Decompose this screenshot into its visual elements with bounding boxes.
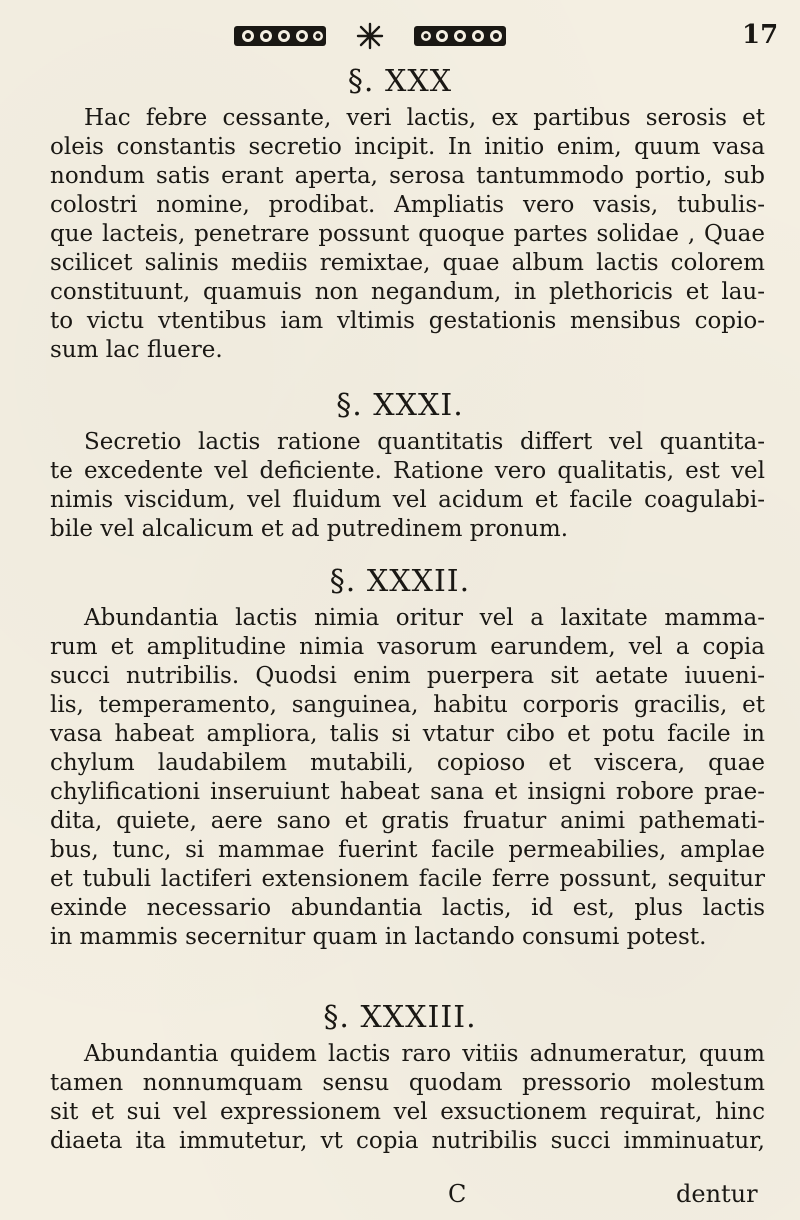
section-heading: §. XXX [347,64,453,99]
text-line: sit et sui vel expressionem vel exsuctionem requirat, hinc [50,1099,765,1125]
text-line: nondum satis erant aperta, serosa tantummodo portio, sub [50,163,765,189]
catchword: dentur [676,1180,758,1208]
text-line: constituunt, quamuis non negandum, in plethoricis et lau- [50,279,765,305]
text-line: succi nutribilis. Quodsi enim puerpera sit aetate iuueni- [50,663,765,689]
section-paragraph [50,428,765,544]
text-line: et tubuli lactiferi extensionem facile ferre possunt, sequitur [50,866,765,892]
text-line: colostri nomine, prodibat. Ampliatis vero vasis, tubulis- [50,192,765,218]
section-paragraph [50,1040,765,1156]
text-line: vasa habeat ampliora, talis si vtatur cibo et potu facile in [50,721,765,747]
text-line: te excedente vel deficiente. Ratione vero qualitatis, est vel [50,458,765,484]
text-line: lis, temperamento, sanguinea, habitu corporis gracilis, et [50,692,765,718]
section-paragraph [50,604,765,952]
section-heading: §. XXXII. [329,564,471,599]
text-line: scilicet salinis mediis remixtae, quae album lactis colorem [50,250,765,276]
text-line: bus, tunc, si mammae fuerint facile permeabilies, amplae [50,837,765,863]
text-line: chylum laudabilem mutabili, copioso et viscera, quae [50,750,765,776]
text-line: exinde necessario abundantia lactis, id est, plus lactis [50,895,765,921]
ornament-icon [230,20,510,50]
text-line: sum lac fluere. [50,337,223,363]
text-line: bile vel alcalicum et ad putredinem pronum. [50,516,569,542]
page-number: 17 [742,20,779,50]
text-line: rum et amplitudine nimia vasorum earundem, vel a copia [50,634,765,660]
text-line: que lacteis, penetrare possunt quoque partes solidae , Quae [50,221,765,247]
section-heading: §. XXXIII. [323,1000,477,1035]
text-line: chylificationi inseruiunt habeat sana et insigni robore prae- [50,779,765,805]
text-line: diaeta ita immutetur, vt copia nutribilis succi imminuatur, [50,1128,765,1154]
text-line: Abundantia quidem lactis raro vitiis adnumeratur, quum [84,1041,765,1067]
text-line: tamen nonnumquam sensu quodam pressorio molestum [50,1070,765,1096]
text-line: Hac febre cessante, veri lactis, ex partibus serosis et [84,105,765,131]
page-header [0,10,800,54]
text-line: Abundantia lactis nimia oritur vel a laxitate mamma- [84,605,765,631]
text-line: Secretio lactis ratione quantitatis differt vel quantita- [84,429,765,455]
text-line: dita, quiete, aere sano et gratis fruatur animi pathemati- [50,808,765,834]
section-paragraph [50,104,765,365]
text-line: to victu vtentibus iam vltimis gestationis mensibus copio- [50,308,765,334]
text-line: nimis viscidum, vel fluidum vel acidum et facile coagulabi- [50,487,765,513]
text-line: oleis constantis secretio incipit. In initio enim, quum vasa [50,134,765,160]
section-heading: §. XXXI. [336,388,464,423]
text-line: in mammis secernitur quam in lactando consumi potest. [50,924,707,950]
signature-mark: C [448,1180,467,1208]
